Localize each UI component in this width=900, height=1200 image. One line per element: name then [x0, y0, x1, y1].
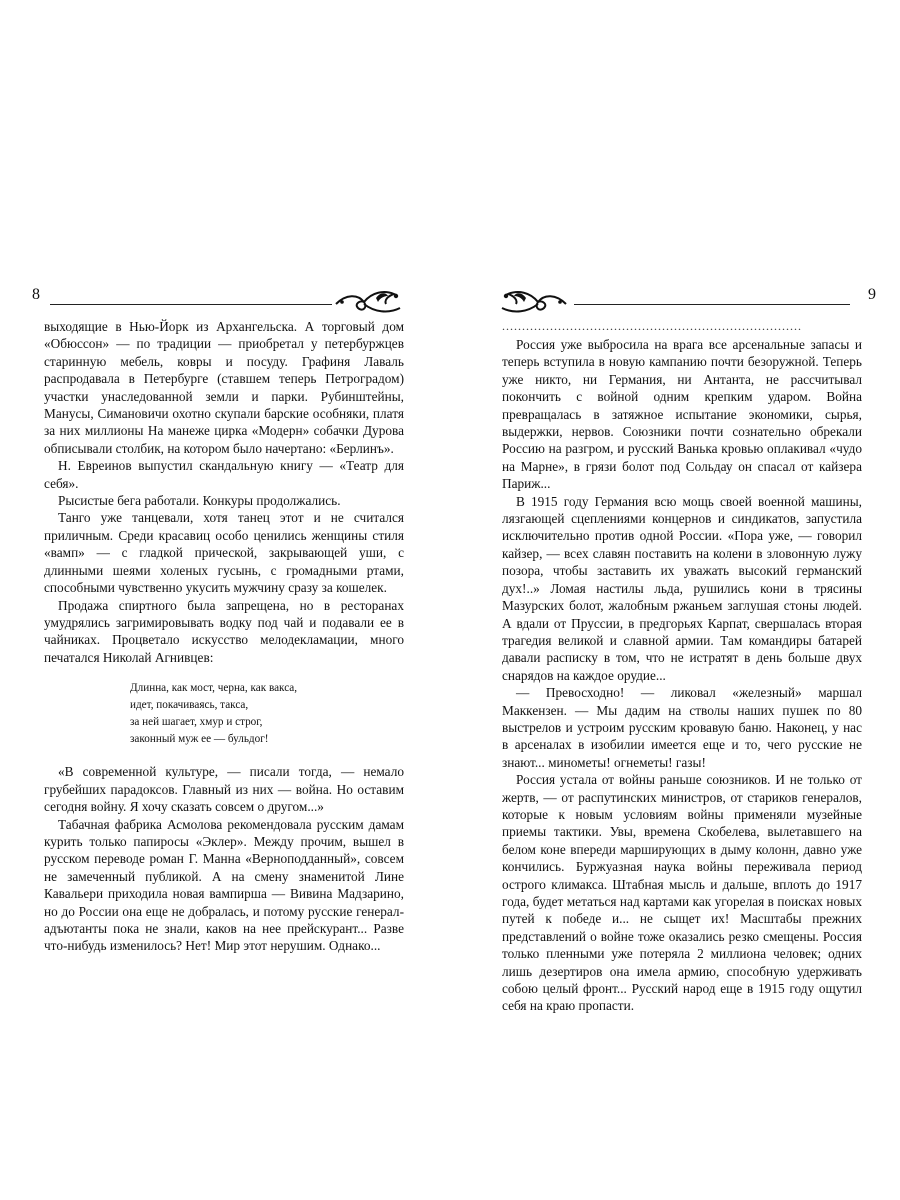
right-page — [502, 282, 876, 1015]
header-rule — [50, 304, 332, 305]
paragraph: Табачная фабрика Асмолова рекомендовала русским дамам курить только папиросы «Эклер». Между прочим, вышел в русском переводе роман Г. Манна «Верноподданный», совсем не замеченный публикой. А на смену знаменитой Лине Кавальери приходила новая вампирша — Вивина Мадзарино, но до России она еще не добралась, и потому русские генерал-адъютанты пока не знали, каков на нее прейскурант... Разве что-нибудь изменилось? Нет! Мир этот нерушим. Однако... — [44, 816, 404, 954]
paragraph: Танго уже танцевали, хотя танец этот и не считался приличным. Среди красавиц особо ценились женщины стиля «вамп» — с гладкой прической, закрывающей уши, с длинными шеями холеных гусынь, с громадными ртами, способными чувственно укусить мужчину сразу за кошелек. — [44, 510, 404, 596]
page-number: 9 — [868, 286, 876, 303]
paragraph: Россия уже выбросила на врага все арсенальные запасы и теперь вступила в новую кампанию почти безоружной. Теперь уже никто, ни Германия, ни Антанта, не рассчитывал покончить с войной одним крепким ударом. Война превращалась в затяжное испытание экономики, сырья, выдержки, нервов. Союзники почти сознательно обрекали Россию на разгром, и русский Ванька кровью оплакивал «чудо на Марне», в грязи болот под Сольдау он спасал от кайзера Париж... — [502, 337, 862, 492]
paragraph: Рысистые бега работали. Конкуры продолжались. — [58, 493, 341, 509]
paragraph: «В современной культуре, — писали тогда, — немало грубейших парадоксов. Главный из них — война. Но оставим сегодня войну. Я хочу сказать совсем о другом...» — [44, 764, 404, 815]
ornament-icon — [498, 288, 570, 316]
poem — [130, 680, 404, 747]
poem-line: законный муж ее — бульдог! — [130, 732, 269, 745]
poem-line: Длинна, как мост, черна, как вакса, — [130, 682, 298, 695]
header-rule — [574, 304, 850, 305]
poem-line: за ней шагает, хмур и строг, — [130, 715, 263, 728]
right-page-text — [502, 336, 862, 1015]
paragraph: В 1915 году Германия всю мощь своей военной машины, лязгающей сцеплениями концернов и синдикатов, запустила исключительно против одной России. «Пора уже, — говорил кайзер, — всех славян поставить на колени в зловонную лужу позора, чтобы заставить их уважать высокий германский дух!..» Ломая настилы льда, рушились кони в трясины Мазурских болот, жалобным ржаньем заглушая стоны людей. А вдали от Пруссии, в предгорьях Карпат, свершалась вторая трагедия великой и славной армии. Там командиры батарей давали расписку в том, что не истратят в день больше двух снарядов на каждое орудие... — [502, 493, 862, 683]
left-page-header — [32, 282, 404, 318]
paragraph: Н. Евреинов выпустил скандальную книгу — «Театр для себя». — [44, 458, 404, 491]
paragraph: Продажа спиртного была запрещена, но в ресторанах умудрялись загримировывать водку под чай и подавали ее в чайниках. Процветало искусство мелодекламации, много печатался Николай Агнивцев: — [44, 597, 404, 665]
section-separator: ........................................................................... — [502, 320, 802, 332]
paragraph: выходящие в Нью-Йорк из Архангельска. А торговый дом «Обюссон» — по традиции — приобретал у петербуржцев старинную мебель, ковры и посуду. Графиня Лаваль распродавала в Петербурге (ставшем теперь Петроградом) участки унаследованной земли и парки. Рубинштейны, Манусы, Симановичи охотно скупали барские особняки, платя за них миллионы На манеже цирка «Модерн» собачки Дурова обписывали столбик, на котором было начертано: «Берлинъ». — [44, 319, 404, 456]
poem-line: идет, покачиваясь, такса, — [130, 698, 249, 711]
paragraph: — Превосходно! — ликовал «железный» маршал Маккензен. — Мы дадим на стволы наших пушек по 80 выстрелов и устроим русским кровавую баню. Наконец, у нас в арсеналах в изобилии имеется еще и то, чего русские не знают... минометы! огнеметы! газы! — [502, 685, 862, 770]
page-number: 8 — [32, 286, 40, 303]
paragraph: Россия устала от войны раньше союзников. И не только от жертв, — от распутинских министров, от стариков генералов, которые к новым условиям войны применяли музейные приемы тактики. Увы, времена Скобелева, вылетавшего на белом коне впереди марширующих в дыму колонн, давно уже кончились. Буржуазная наука войны переживала период острого климакса. Штабная мысль и дальше, вплоть до 1917 года, будет метаться над картами как угорелая в поисках новых путей к победе и... не сыщет их! Масштабы прежних представлений о войне тоже оказались резко смещены. Россия только пленными уже потеряла 2 миллиона человек; одних лишь дезертиров она имела армию, способную удерживать собою целый фронт... Русский народ еще в 1915 году ощутил себя на краю пропасти. — [502, 772, 862, 1014]
left-page-text — [44, 318, 404, 955]
left-page — [32, 282, 404, 955]
ornament-icon — [332, 288, 404, 316]
right-page-header — [502, 282, 876, 318]
